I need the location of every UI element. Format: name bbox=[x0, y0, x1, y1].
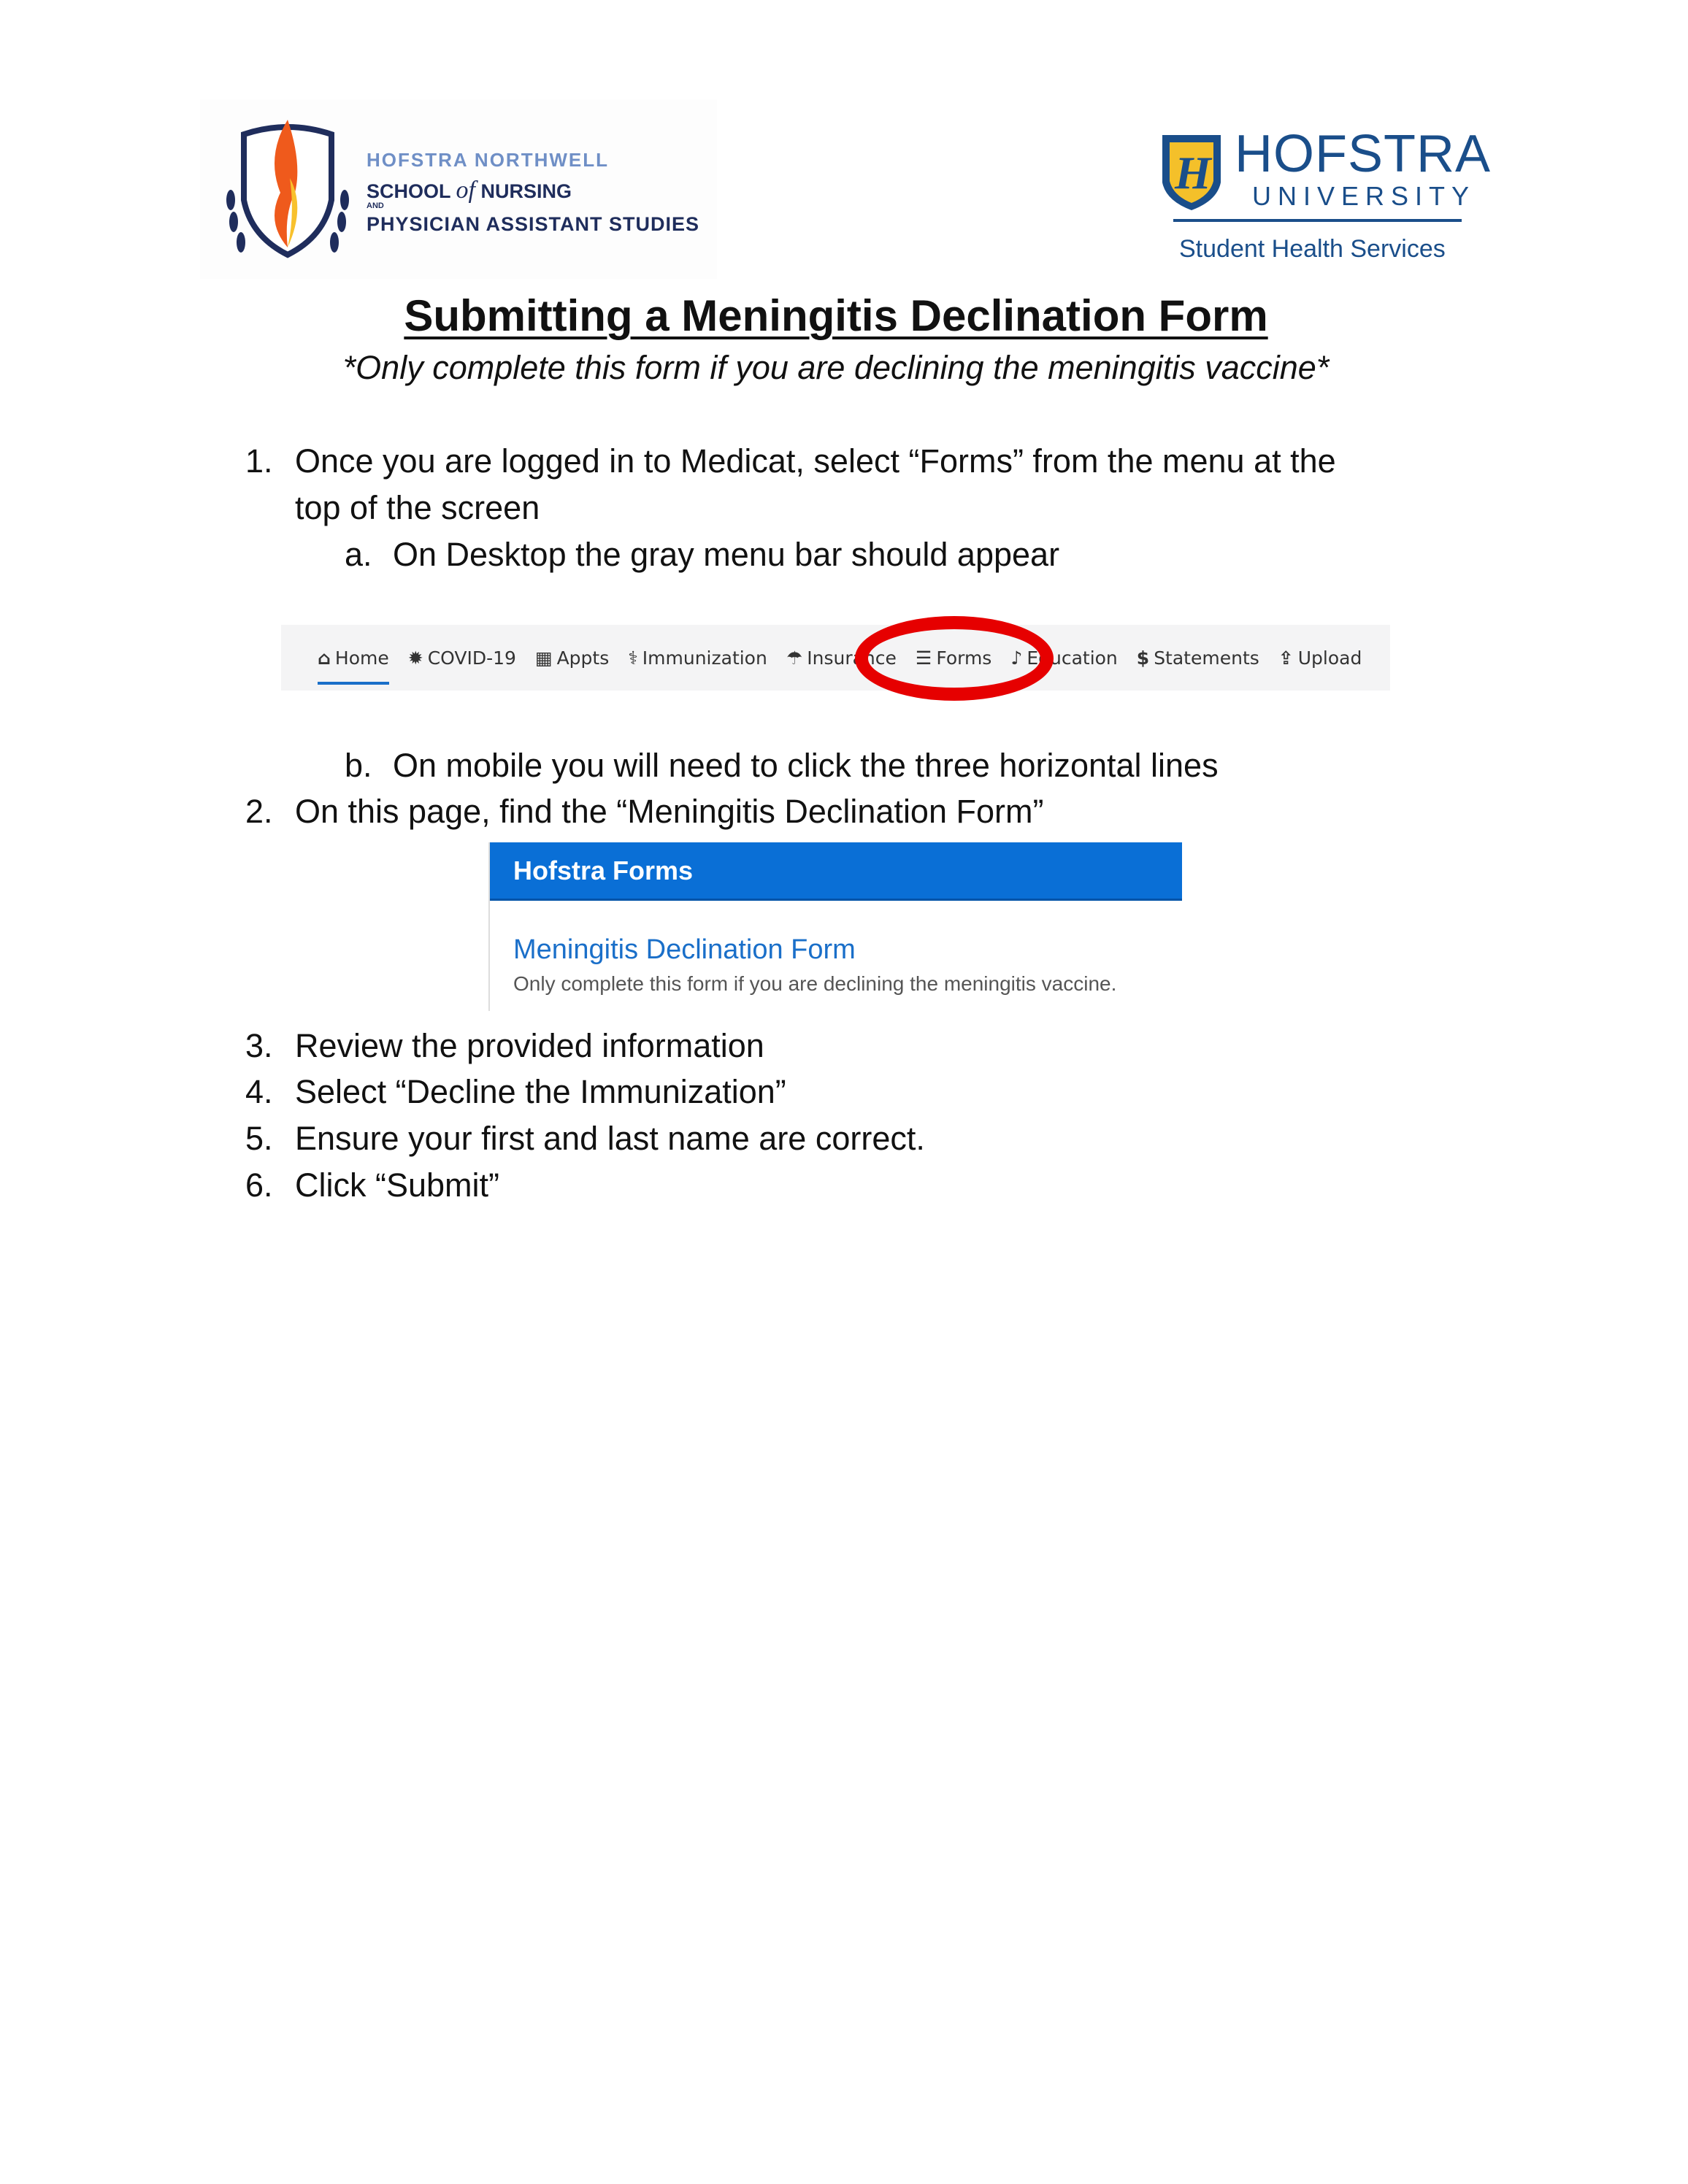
menu-bar-screenshot bbox=[281, 625, 1390, 691]
education-icon: ♪ bbox=[1010, 647, 1023, 669]
upload-icon: ⇪ bbox=[1278, 647, 1294, 669]
logo-text: Student Health Services bbox=[1179, 235, 1446, 263]
covid-19-icon: ✹ bbox=[407, 647, 423, 669]
menu-item-label: Upload bbox=[1297, 647, 1362, 669]
highlight-circle bbox=[855, 616, 1054, 701]
substep-letter: a. bbox=[345, 536, 372, 573]
logo-divider bbox=[1173, 219, 1462, 222]
menu-item-label: Insurance bbox=[807, 647, 897, 669]
step-number: 3. bbox=[245, 1027, 273, 1064]
step-number: 6. bbox=[245, 1166, 273, 1204]
shield-flame-icon bbox=[215, 112, 361, 266]
menu-item-label: Forms bbox=[936, 647, 992, 669]
menu-item-upload[interactable] bbox=[1278, 647, 1362, 669]
menu-item-label: Appts bbox=[556, 647, 610, 669]
menu-item-statements[interactable] bbox=[1137, 647, 1259, 669]
meningitis-form-link[interactable]: Meningitis Declination Form bbox=[513, 934, 856, 965]
step-text: On this page, find the “Meningitis Declination Form” bbox=[295, 793, 1044, 830]
form-description: Only complete this form if you are declining the meningitis vaccine. bbox=[513, 972, 1117, 995]
logo-text: HOFSTRA NORTHWELL bbox=[367, 149, 609, 171]
step-number: 4. bbox=[245, 1073, 273, 1110]
step-text: Review the provided information bbox=[295, 1027, 764, 1064]
forms-icon: ☰ bbox=[915, 647, 932, 669]
page-subtitle: *Only complete this form if you are declining the meningitis vaccine* bbox=[342, 349, 1330, 386]
menu-item-label: Education bbox=[1027, 647, 1118, 669]
menu-item-label: Immunization bbox=[642, 647, 767, 669]
step-text: Click “Submit” bbox=[295, 1166, 500, 1204]
substep-letter: b. bbox=[345, 747, 372, 784]
forms-panel-screenshot bbox=[488, 842, 1182, 1011]
step-text: Once you are logged in to Medicat, select “Forms” from the menu at the bbox=[295, 442, 1336, 480]
svg-text:H: H bbox=[1175, 147, 1211, 199]
logo-text: SCHOOL bbox=[367, 180, 451, 202]
menu-item-appts[interactable] bbox=[535, 647, 609, 669]
step-number: 2. bbox=[245, 793, 273, 830]
step-text: Select “Decline the Immunization” bbox=[295, 1073, 786, 1110]
forms-panel-header: Hofstra Forms bbox=[490, 842, 1182, 901]
step-text: Ensure your first and last name are correct. bbox=[295, 1120, 925, 1157]
nursing-school-logo bbox=[200, 99, 717, 279]
insurance-icon: ☂ bbox=[786, 647, 803, 669]
immunization-icon: ⚕ bbox=[628, 647, 638, 669]
menu-item-home[interactable] bbox=[318, 647, 389, 669]
hofstra-shield-icon bbox=[1159, 131, 1224, 212]
menu-item-label: Home bbox=[334, 647, 389, 669]
logo-text: AND bbox=[367, 201, 384, 210]
appts-icon: ▦ bbox=[534, 647, 553, 669]
home-icon: ⌂ bbox=[318, 647, 331, 669]
step-number: 5. bbox=[245, 1120, 273, 1157]
page-title: Submitting a Meningitis Declination Form bbox=[404, 291, 1268, 340]
substep-text: On Desktop the gray menu bar should appear bbox=[393, 536, 1060, 573]
menu-item-label: COVID-19 bbox=[427, 647, 516, 669]
menu-item-covid-19[interactable] bbox=[408, 647, 516, 669]
logo-text: UNIVERSITY bbox=[1252, 181, 1476, 211]
logo-text: of bbox=[456, 177, 475, 204]
logo-text: HOFSTRA bbox=[1235, 125, 1492, 183]
hofstra-logo bbox=[1159, 124, 1492, 277]
menu-item-label: Statements bbox=[1154, 647, 1259, 669]
logo-text: NURSING bbox=[480, 180, 572, 202]
substep-text: On mobile you will need to click the three horizontal lines bbox=[393, 747, 1219, 784]
step-text: top of the screen bbox=[295, 489, 540, 526]
logo-text: PHYSICIAN ASSISTANT STUDIES bbox=[367, 213, 700, 235]
statements-icon: $ bbox=[1136, 647, 1150, 669]
menu-item-immunization[interactable] bbox=[628, 647, 767, 669]
step-number: 1. bbox=[245, 442, 273, 480]
